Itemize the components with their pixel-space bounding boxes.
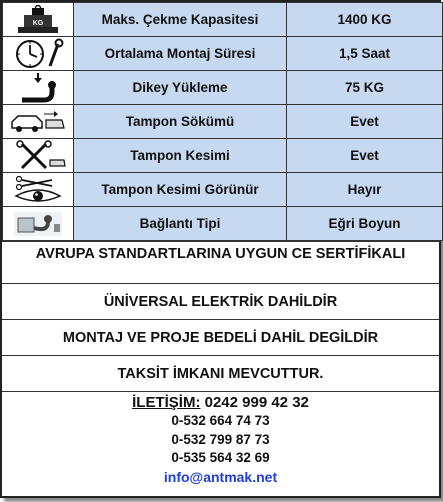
weight-scale-icon: [3, 3, 74, 37]
spec-row: [3, 139, 443, 173]
spec-value: 75 KG: [287, 71, 443, 105]
contact-heading: [2, 393, 439, 412]
mobile-phone: 0-535 564 32 69: [171, 450, 270, 465]
mobile-phone: 0-532 799 87 73: [171, 431, 270, 447]
landline-phone: 0242 999 42 32: [204, 394, 309, 411]
montage-excluded-notice: MONTAJ VE PROJE BEDELİ DAHİL DEGİLDİR: [2, 319, 439, 355]
email-link[interactable]: info@antmak.net: [163, 468, 278, 485]
contact-label: İLETİŞİM:: [132, 394, 201, 411]
spec-label: Maks. Çekme Kapasitesi: [74, 3, 287, 37]
electric-included-notice: ÜNİVERSAL ELEKTRİK DAHİLDİR: [2, 283, 439, 319]
spec-label: Ortalama Montaj Süresi: [74, 37, 287, 71]
eye-scissors-icon: [3, 173, 74, 207]
spec-value: Hayır: [287, 173, 443, 207]
spec-value: 1,5 Saat: [287, 37, 443, 71]
svg-text:KG: KG: [32, 19, 44, 27]
tow-ball-icon: [3, 71, 74, 105]
mobile-phone: 0-532 664 74 73: [171, 413, 270, 428]
spec-label: Dikey Yükleme: [74, 71, 287, 105]
spec-value: 1400 KG: [287, 3, 443, 37]
spec-value: Evet: [287, 139, 443, 173]
contact-block: [2, 391, 439, 486]
swan-neck-hitch-icon: [3, 207, 74, 241]
spec-label: Tampon Sökümü: [74, 105, 287, 139]
clock-wrench-icon: [3, 37, 74, 71]
spec-row: [3, 3, 443, 37]
tools-cross-icon: [3, 139, 74, 173]
spec-row: [3, 37, 443, 71]
spec-label: Bağlantı Tipi: [74, 207, 287, 241]
spec-row: [3, 173, 443, 207]
spec-table: [2, 2, 443, 241]
spec-value: Evet: [287, 105, 443, 139]
spec-label: Tampon Kesimi: [74, 139, 287, 173]
spec-row: [3, 105, 443, 139]
car-bumper-icon: [3, 105, 74, 139]
ce-certified-notice: AVRUPA STANDARTLARINA UYGUN CE SERTİFİKALI: [2, 241, 439, 283]
spec-value: Eğri Boyun: [287, 207, 443, 241]
spec-row: [3, 71, 443, 105]
installment-notice: TAKSİT İMKANI MEVCUTTUR.: [2, 355, 439, 391]
spec-label: Tampon Kesimi Görünür: [74, 173, 287, 207]
spec-row: [3, 207, 443, 241]
